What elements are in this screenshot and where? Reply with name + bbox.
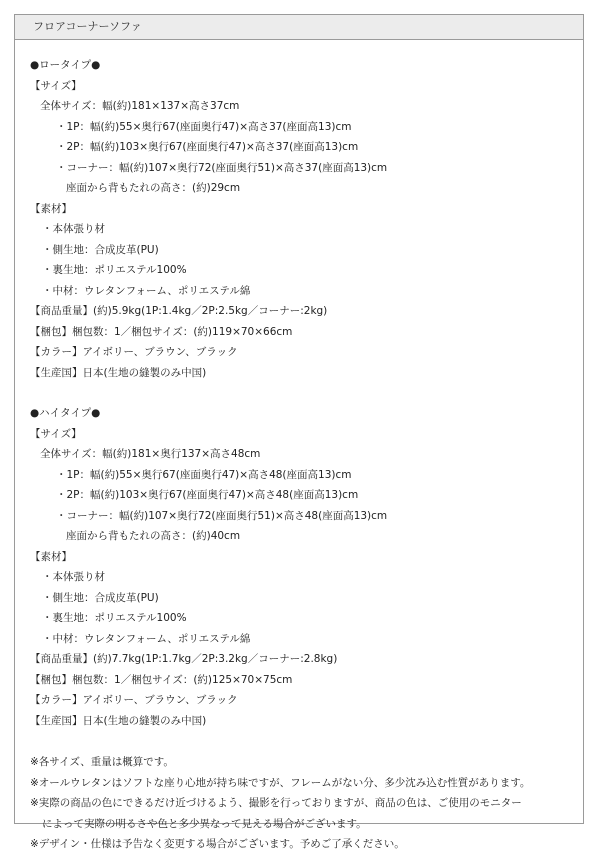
high-size-corner: ・コーナー：幅(約)107×奥行72(座面奥行51)×高さ48(座面高13)cm xyxy=(56,509,388,522)
high-package: 【梱包】梱包数：1／梱包サイズ：(約)125×70×75cm xyxy=(30,673,293,686)
low-material-fill: ・中材：ウレタンフォーム、ポリエステル綿 xyxy=(42,284,251,297)
high-size-label: 【サイズ】 xyxy=(30,427,82,440)
note-color-a: ※実際の商品の色にできるだけ近づけるよう、撮影を行っておりますが、商品の色は、ご使用のモニター xyxy=(30,797,522,809)
high-material-back: ・裏生地：ポリエステル100% xyxy=(42,612,187,624)
high-size-1p: ・1P：幅(約)55×奥行67(座面奥行47)×高さ48(座面高13)cm xyxy=(56,468,352,481)
spec-content xyxy=(15,40,583,855)
low-material-side: ・側生地：合成皮革(PU) xyxy=(42,243,159,256)
high-size-2p: ・2P：幅(約)103×奥行67(座面奥行47)×高さ48(座面高13)cm xyxy=(56,489,359,501)
high-material-side: ・側生地：合成皮革(PU) xyxy=(42,591,159,604)
high-material-label: 【素材】 xyxy=(30,550,72,563)
note-approx: ※各サイズ、重量は概算です。 xyxy=(30,756,174,768)
low-size-2p: ・2P：幅(約)103×奥行67(座面奥行47)×高さ37(座面高13)cm xyxy=(56,141,359,153)
low-size-label: 【サイズ】 xyxy=(30,79,82,92)
panel-title: フロアコーナーソファ xyxy=(33,20,142,33)
low-package: 【梱包】梱包数：1／梱包サイズ：(約)119×70×66cm xyxy=(30,325,293,338)
low-overall-size: 全体サイズ：幅(約)181×137×高さ37cm xyxy=(40,100,240,112)
high-back-height: 座面から背もたれの高さ：(約)40cm xyxy=(66,530,241,542)
notes-spacer xyxy=(30,731,583,752)
high-color: 【カラー】アイボリー、ブラウン、ブラック xyxy=(30,694,238,706)
low-size-corner: ・コーナー：幅(約)107×奥行72(座面奥行51)×高さ37(座面高13)cm xyxy=(56,161,388,174)
section-spacer xyxy=(30,383,583,403)
low-material-back: ・裏生地：ポリエステル100% xyxy=(42,264,187,276)
note-urethane: ※オールウレタンはソフトな座り心地が持ち味ですが、フレームがない分、多少沈み込む性質があります。 xyxy=(30,776,531,789)
note-design-change: ※デザイン・仕様は予告なく変更する場合がございます。予めご了承ください。 xyxy=(30,838,405,850)
high-origin: 【生産国】日本(生地の縫製のみ中国) xyxy=(30,714,207,727)
low-color: 【カラー】アイボリー、ブラウン、ブラック xyxy=(30,346,238,358)
high-material-body: ・本体張り材 xyxy=(42,571,105,583)
high-overall-size: 全体サイズ：幅(約)181×奥行137×高さ48cm xyxy=(40,448,261,460)
high-type-heading: ●ハイタイプ● xyxy=(30,407,101,419)
panel-header xyxy=(15,15,583,40)
low-material-body: ・本体張り材 xyxy=(42,223,105,235)
low-back-height: 座面から背もたれの高さ：(約)29cm xyxy=(66,182,241,194)
spec-panel xyxy=(14,14,584,850)
low-size-1p: ・1P：幅(約)55×奥行67(座面奥行47)×高さ37(座面高13)cm xyxy=(56,120,352,133)
high-material-fill: ・中材：ウレタンフォーム、ポリエステル綿 xyxy=(42,632,251,645)
note-color-b: によって実際の明るさや色と多少異なって見える場合がございます。 xyxy=(42,817,367,830)
high-weight: 【商品重量】(約)7.7kg(1P:1.7kg／2P:3.2kg／コーナー:2.8kg) xyxy=(30,653,338,665)
low-material-label: 【素材】 xyxy=(30,202,72,215)
low-origin: 【生産国】日本(生地の縫製のみ中国) xyxy=(30,366,207,379)
low-weight: 【商品重量】(約)5.9kg(1P:1.4kg／2P:2.5kg／コーナー:2kg) xyxy=(30,305,328,317)
low-type-heading: ●ロータイプ● xyxy=(30,59,101,71)
